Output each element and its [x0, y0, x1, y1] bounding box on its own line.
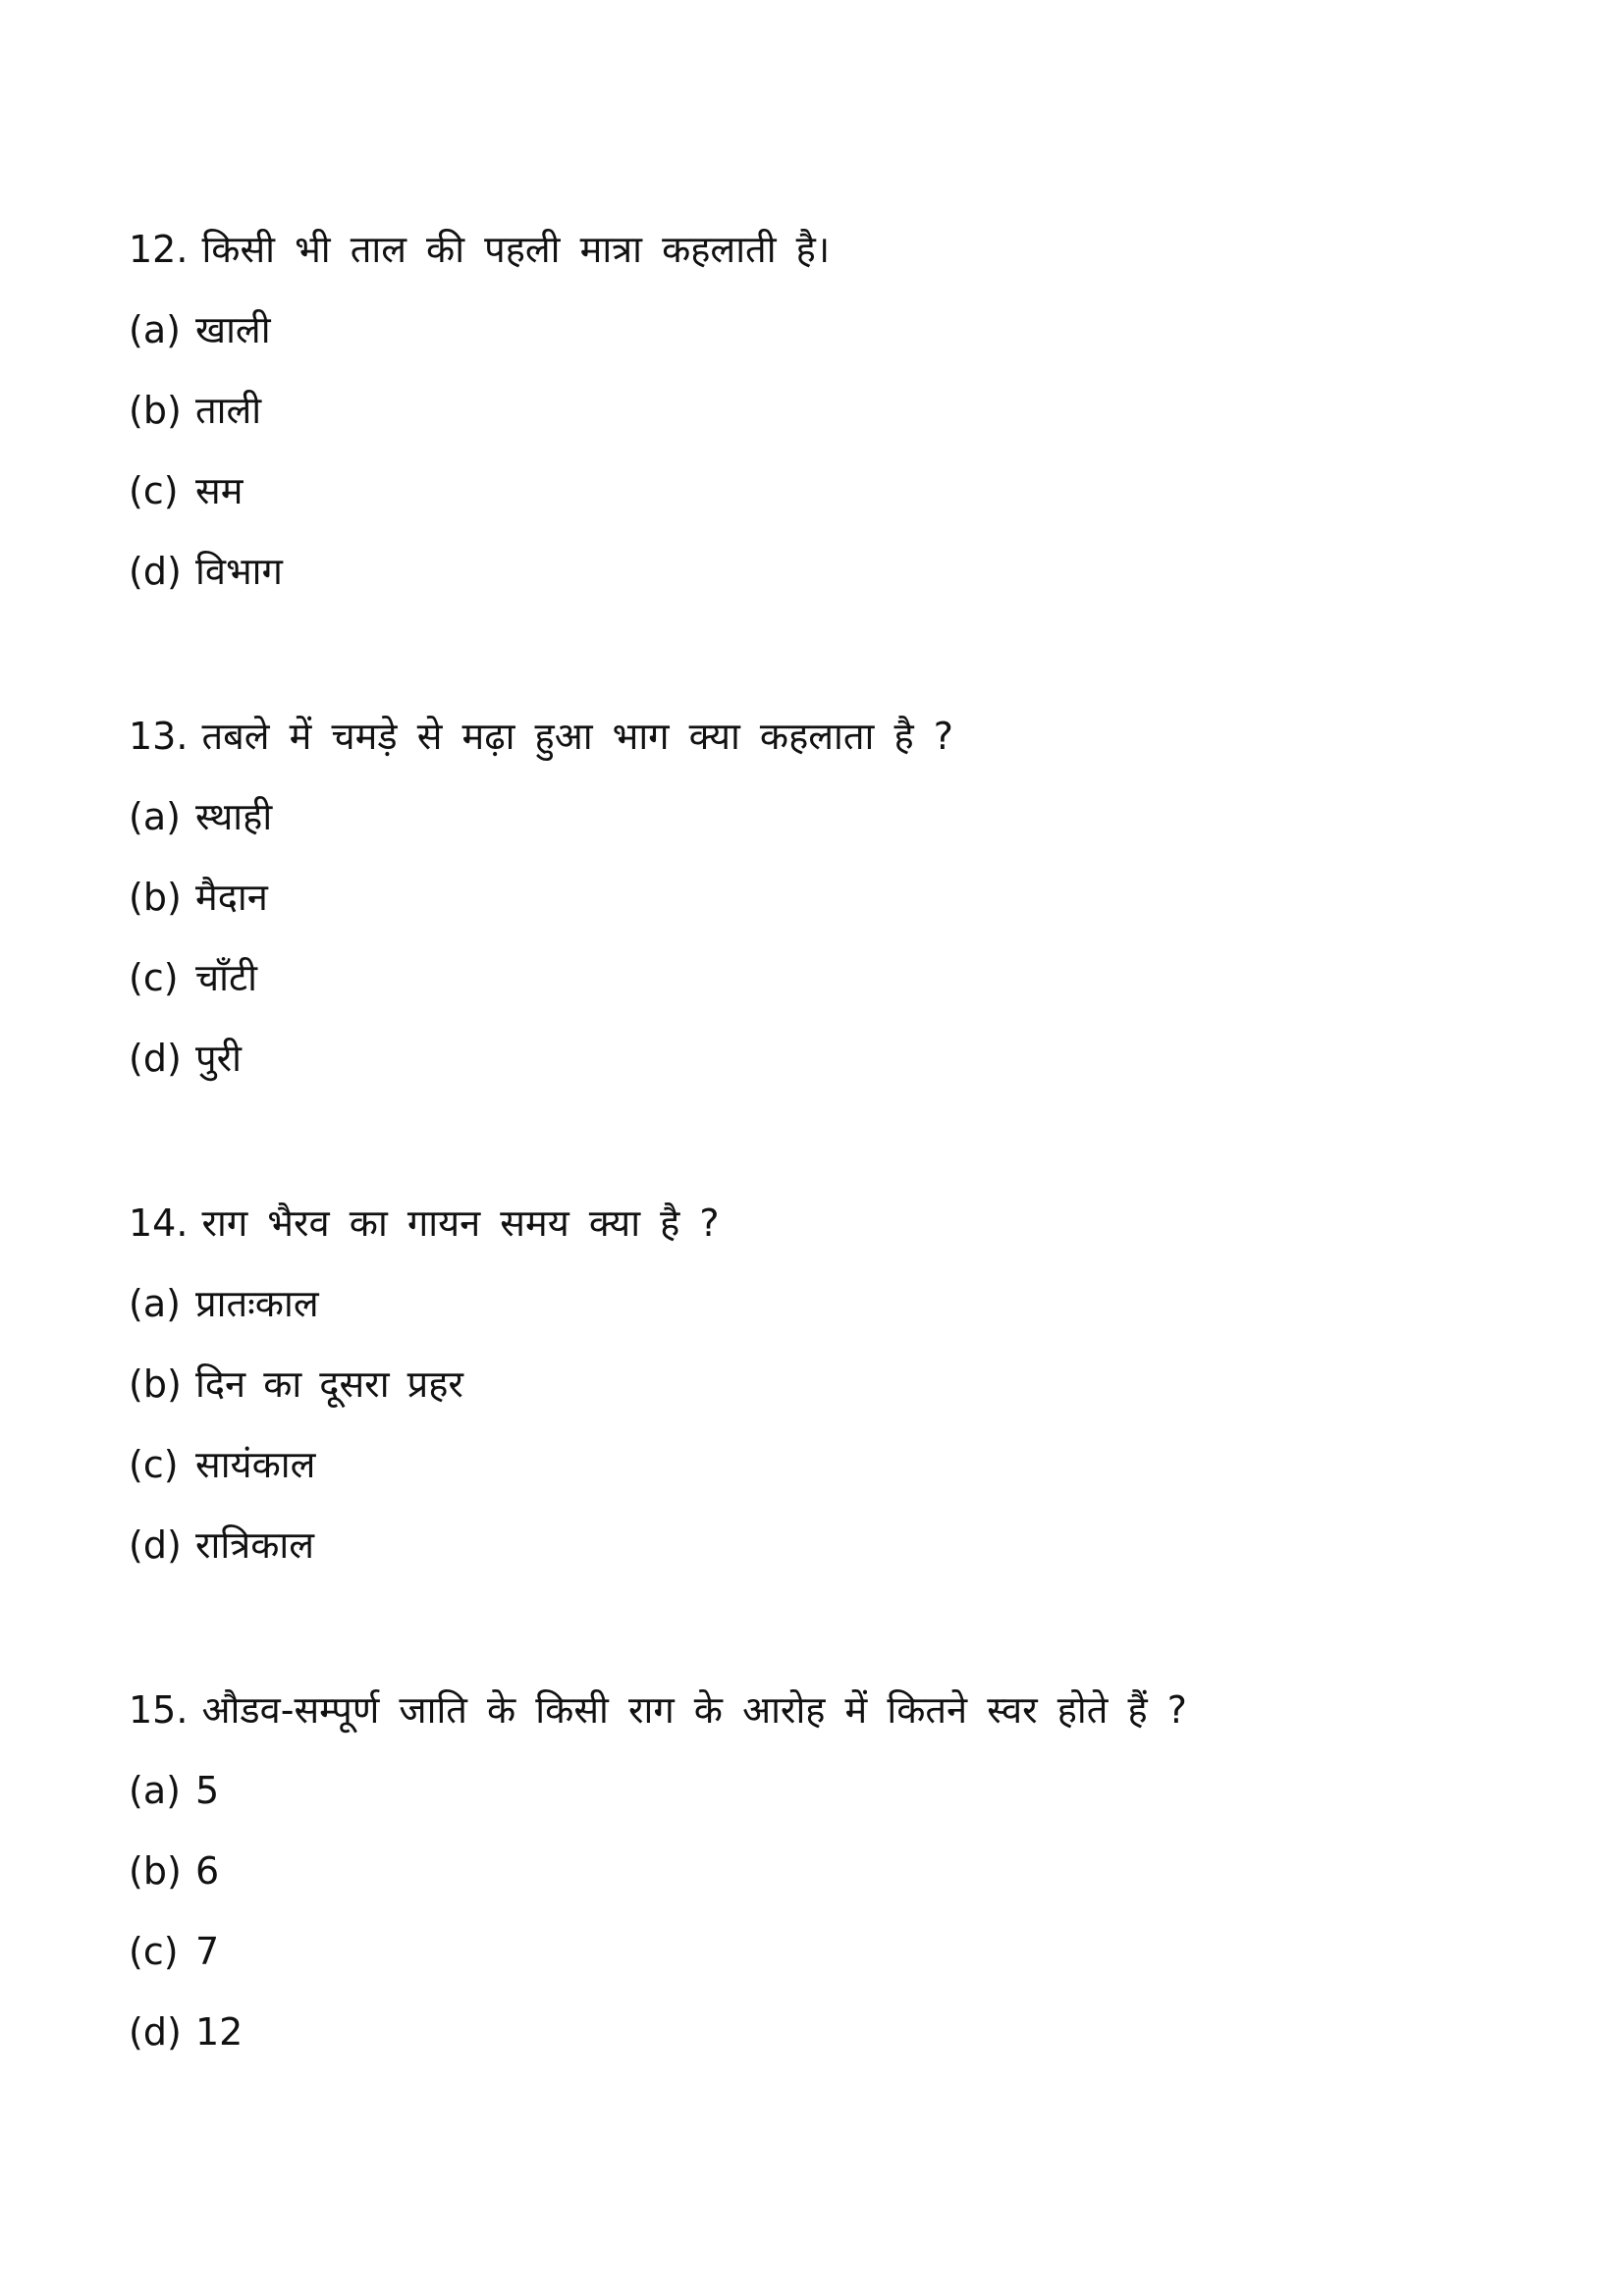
option-letter: (b)	[129, 1362, 182, 1406]
option-text: ताली	[195, 389, 262, 432]
option-letter: (a)	[129, 795, 181, 838]
option-c	[129, 954, 1552, 1001]
option-a	[129, 1280, 1552, 1327]
option-letter: (d)	[129, 1037, 182, 1080]
option-letter: (a)	[129, 1282, 181, 1325]
option-text: खाली	[195, 308, 271, 351]
option-text: मैदान	[195, 876, 268, 919]
option-letter: (c)	[129, 956, 179, 999]
question-12	[129, 226, 1552, 595]
question-13	[129, 713, 1552, 1082]
option-text: विभाग	[195, 550, 283, 593]
question-number: 12.	[129, 228, 189, 271]
option-c	[129, 1441, 1552, 1488]
option-letter: (c)	[129, 1930, 179, 1973]
option-b	[129, 387, 1552, 434]
question-text: राग भैरव का गायन समय क्या है ?	[201, 1201, 720, 1245]
option-letter: (b)	[129, 389, 182, 432]
option-c	[129, 1928, 1552, 1975]
question-text: तबले में चमड़े से मढ़ा हुआ भाग क्या कहलाता है ?	[201, 715, 953, 758]
option-d	[129, 1522, 1552, 1569]
option-letter: (b)	[129, 876, 182, 919]
option-letter: (a)	[129, 1769, 181, 1812]
option-letter: (a)	[129, 308, 181, 351]
question-line	[129, 226, 1552, 273]
option-text: दिन का दूसरा प्रहर	[195, 1362, 463, 1406]
option-letter: (d)	[129, 1523, 182, 1567]
question-line	[129, 1686, 1552, 1734]
option-text: 12	[195, 2010, 244, 2054]
option-text: 6	[195, 1849, 220, 1893]
option-text: स्थाही	[195, 795, 273, 838]
option-letter: (c)	[129, 1443, 179, 1486]
option-text: 5	[195, 1769, 220, 1812]
question-number: 14.	[129, 1201, 189, 1245]
option-letter: (b)	[129, 1849, 182, 1893]
question-number: 15.	[129, 1688, 189, 1732]
option-b	[129, 874, 1552, 921]
option-b	[129, 1847, 1552, 1895]
option-text: सम	[195, 469, 244, 512]
option-d	[129, 1035, 1552, 1082]
question-15	[129, 1686, 1552, 2056]
option-text: चाँटी	[195, 956, 257, 999]
option-letter: (c)	[129, 469, 179, 512]
option-letter: (d)	[129, 2010, 182, 2054]
question-14	[129, 1200, 1552, 1569]
option-a	[129, 793, 1552, 840]
question-number: 13.	[129, 715, 189, 758]
option-text: 7	[195, 1930, 220, 1973]
question-text: औडव-सम्पूर्ण जाति के किसी राग के आरोह में कितने स्वर होते हैं ?	[201, 1688, 1187, 1732]
option-text: सायंकाल	[195, 1443, 316, 1486]
option-letter: (d)	[129, 550, 182, 593]
option-d	[129, 2008, 1552, 2056]
question-line	[129, 713, 1552, 760]
option-a	[129, 1767, 1552, 1814]
option-c	[129, 467, 1552, 514]
option-a	[129, 306, 1552, 353]
option-d	[129, 548, 1552, 595]
question-line	[129, 1200, 1552, 1247]
option-text: पुरी	[195, 1037, 242, 1080]
question-text: किसी भी ताल की पहली मात्रा कहलाती है।	[201, 228, 831, 271]
option-text: रात्रिकाल	[195, 1523, 314, 1567]
option-text: प्रातःकाल	[195, 1282, 319, 1325]
option-b	[129, 1361, 1552, 1408]
